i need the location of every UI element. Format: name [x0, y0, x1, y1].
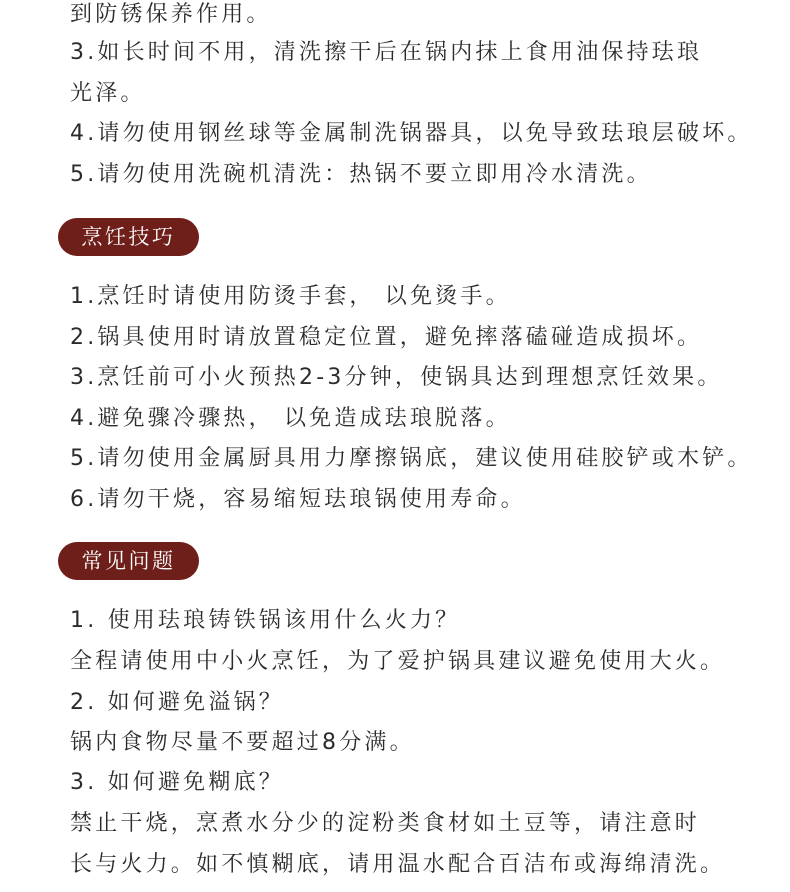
faq-heading: 常见问题 [58, 542, 199, 580]
care-line-3: 光泽。 [70, 81, 146, 106]
faq-question-2: 2. 如何避免溢锅？ [70, 690, 284, 715]
faq-answer-3-line-1: 禁止干烧，烹煮水分少的淀粉类食材如土豆等，请注意时 [70, 811, 701, 836]
cooking-tip-4: 4.避免骤冷骤热， 以免造成珐琅脱落。 [70, 406, 511, 431]
care-line-2: 3.如长时间不用，清洗擦干后在锅内抹上食用油保持珐琅 [70, 40, 703, 65]
faq-answer-1: 全程请使用中小火烹饪，为了爱护锅具建议避免使用大火。 [70, 649, 726, 674]
cooking-tip-2: 2.锅具使用时请放置稳定位置，避免摔落磕碰造成损坏。 [70, 325, 703, 350]
faq-answer-3-line-2: 长与火力。如不慎糊底，请用温水配合百洁布或海绵清洗。 [70, 852, 726, 877]
cooking-tips-heading: 烹饪技巧 [58, 218, 199, 256]
care-line-1: 到防锈保养作用。 [70, 2, 272, 27]
faq-question-3: 3. 如何避免糊底？ [70, 770, 284, 795]
cooking-tip-5: 5.请勿使用金属厨具用力摩擦锅底，建议使用硅胶铲或木铲。 [70, 446, 753, 471]
faq-answer-2: 锅内食物尽量不要超过8分满。 [70, 730, 415, 755]
cooking-tip-3: 3.烹饪前可小火预热2-3分钟，使锅具达到理想烹饪效果。 [70, 365, 723, 390]
faq-question-1: 1. 使用珐琅铸铁锅该用什么火力？ [70, 608, 461, 633]
cooking-tip-1: 1.烹饪时请使用防烫手套， 以免烫手。 [70, 284, 511, 309]
care-line-5: 5.请勿使用洗碗机清洗：热锅不要立即用冷水清洗。 [70, 162, 652, 187]
cooking-tip-6: 6.请勿干烧，容易缩短珐琅锅使用寿命。 [70, 487, 526, 512]
care-line-4: 4.请勿使用钢丝球等金属制洗锅器具，以免导致珐琅层破坏。 [70, 121, 753, 146]
